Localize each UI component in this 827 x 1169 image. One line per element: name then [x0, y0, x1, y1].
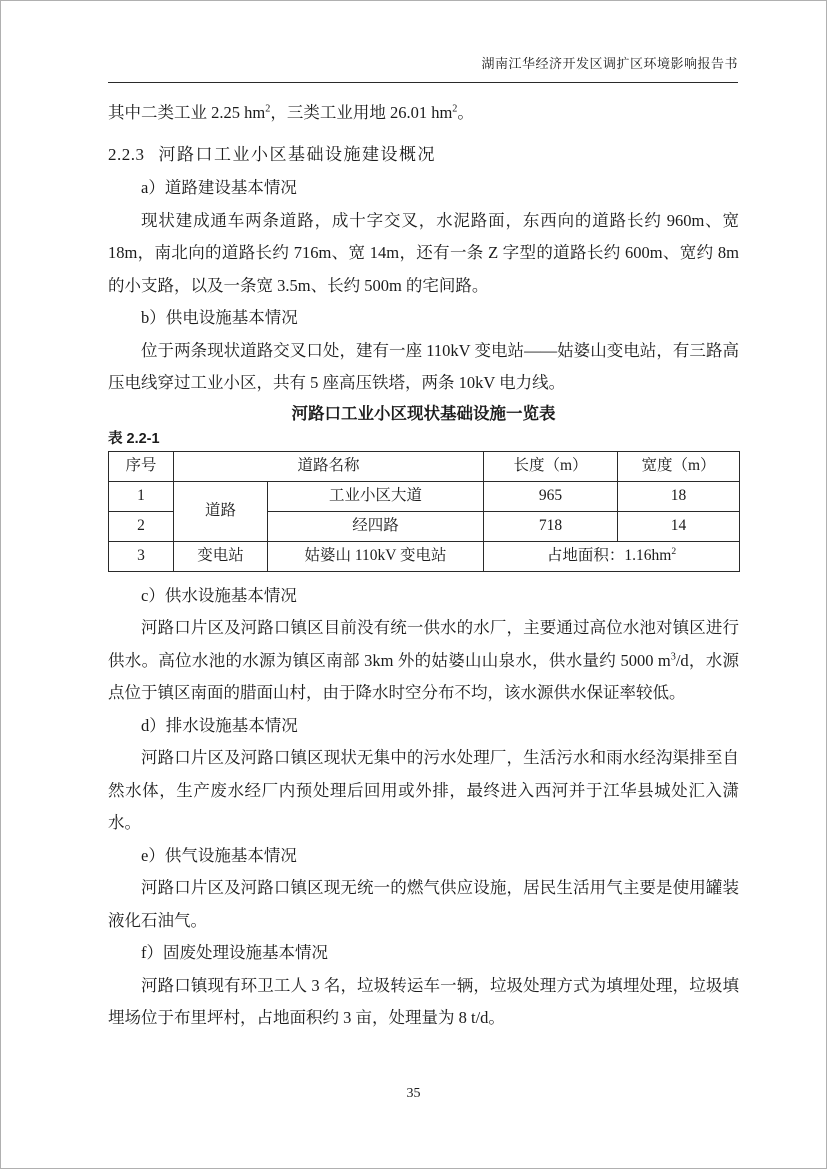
table-header-index: 序号 [109, 451, 174, 481]
subsection-c-text-2: /d，水源点位于镇区南面的腊面山村，由于降水时空分布不均，该水源供水保证率较低。 [108, 650, 739, 702]
subsection-a-paragraph: 现状建成通车两条道路，成十字交叉，水泥路面，东西向的道路长约 960m、宽 18m，南北向的道路长约 716m、宽 14m，还有一条 Z 字型的道路长约 600m、宽约 8m 的小支路，以及一条宽 3.5m、长约 500m 的宅间路。 [108, 210, 739, 295]
row1-length: 965 [484, 481, 618, 511]
subsection-c-title: c）供水设施基本情况 [141, 585, 297, 605]
subsection-e-title: e）供气设施基本情况 [141, 845, 297, 865]
table-header-road-name: 道路名称 [174, 451, 484, 481]
row2-width: 14 [618, 511, 740, 541]
table-header-row [109, 451, 740, 481]
table-row [109, 481, 740, 511]
table-header-width: 宽度（m） [618, 451, 740, 481]
section-heading-text: 河路口工业小区基础设施建设概况 [158, 144, 436, 164]
row3-category: 变电站 [174, 541, 268, 571]
row2-road-name: 经四路 [268, 511, 484, 541]
row3-area-superscript: 2 [671, 545, 677, 557]
table-row [109, 541, 740, 571]
running-header [108, 53, 738, 83]
section-heading-223 [108, 139, 739, 172]
row1-index: 1 [109, 481, 174, 511]
table-title: 河路口工业小区现状基础设施一览表 [291, 404, 556, 423]
table-caption: 表 2.2-1 [108, 430, 160, 447]
intro-superscript-1: 2 [265, 103, 271, 115]
table-header-length: 长度（m） [484, 451, 618, 481]
subsection-b-title: b）供电设施基本情况 [141, 308, 298, 327]
section-heading-number: 2.2.3 [108, 144, 145, 164]
row2-index: 2 [109, 511, 174, 541]
running-header-title: 湖南江华经济开发区调扩区环境影响报告书 [481, 56, 738, 71]
subsection-f-paragraph: 河路口镇现有环卫工人 3 名，垃圾转运车一辆，垃圾处理方式为填埋处理，垃圾填埋场位于布里坪村，占地面积约 3 亩，处理量为 8 t/d。 [108, 975, 739, 1027]
row1-width: 18 [618, 481, 740, 511]
intro-text-2: ，三类工业用地 26.01 hm [270, 103, 453, 122]
subsection-f-title: f）固废处理设施基本情况 [141, 943, 328, 962]
row3-area [484, 541, 740, 571]
intro-text-1: 其中二类工业 2.25 hm [108, 103, 266, 122]
page-number: 35 [406, 1086, 421, 1101]
row1-category: 道路 [174, 481, 268, 541]
subsection-b-paragraph: 位于两条现状道路交叉口处，建有一座 110kV 变电站——姑婆山变电站，有三路高压电线穿过工业小区，共有 5 座高压铁塔，两条 10kV 电力线。 [108, 340, 739, 392]
row3-station-name: 姑婆山 110kV 变电站 [268, 541, 484, 571]
subsection-d-title: d）排水设施基本情况 [141, 715, 298, 735]
subsection-c-text-1: 河路口片区及河路口镇区目前没有统一供水的水厂，主要通过高位水池对镇区进行供水。高位水池的水源为镇区南部 3km 外的姑婆山山泉水，供水量约 5000 m [108, 618, 739, 670]
row1-road-name: 工业小区大道 [268, 481, 484, 511]
row3-index: 3 [109, 541, 174, 571]
subsection-a-title: a）道路建设基本情况 [141, 178, 297, 197]
subsection-d-paragraph: 河路口片区及河路口镇区现状无集中的污水处理厂，生活污水和雨水经沟渠排至自然水体，生产废水经厂内预处理后回用或外排，最终进入西河并于江华县城处汇入潇水。 [108, 748, 739, 832]
intro-superscript-2: 2 [452, 103, 458, 115]
subsection-e-paragraph: 河路口片区及河路口镇区现无统一的燃气供应设施，居民生活用气主要是使用罐装液化石油气。 [108, 878, 739, 930]
infrastructure-table [108, 451, 740, 572]
row2-length: 718 [484, 511, 618, 541]
intro-text-3: 。 [457, 103, 474, 122]
intro-paragraph [108, 97, 739, 130]
subsection-c-paragraph [108, 612, 739, 710]
document-body [108, 97, 739, 1035]
subsection-c-superscript: 3 [670, 651, 676, 662]
row3-area-text: 占地面积：1.16hm [546, 547, 672, 564]
